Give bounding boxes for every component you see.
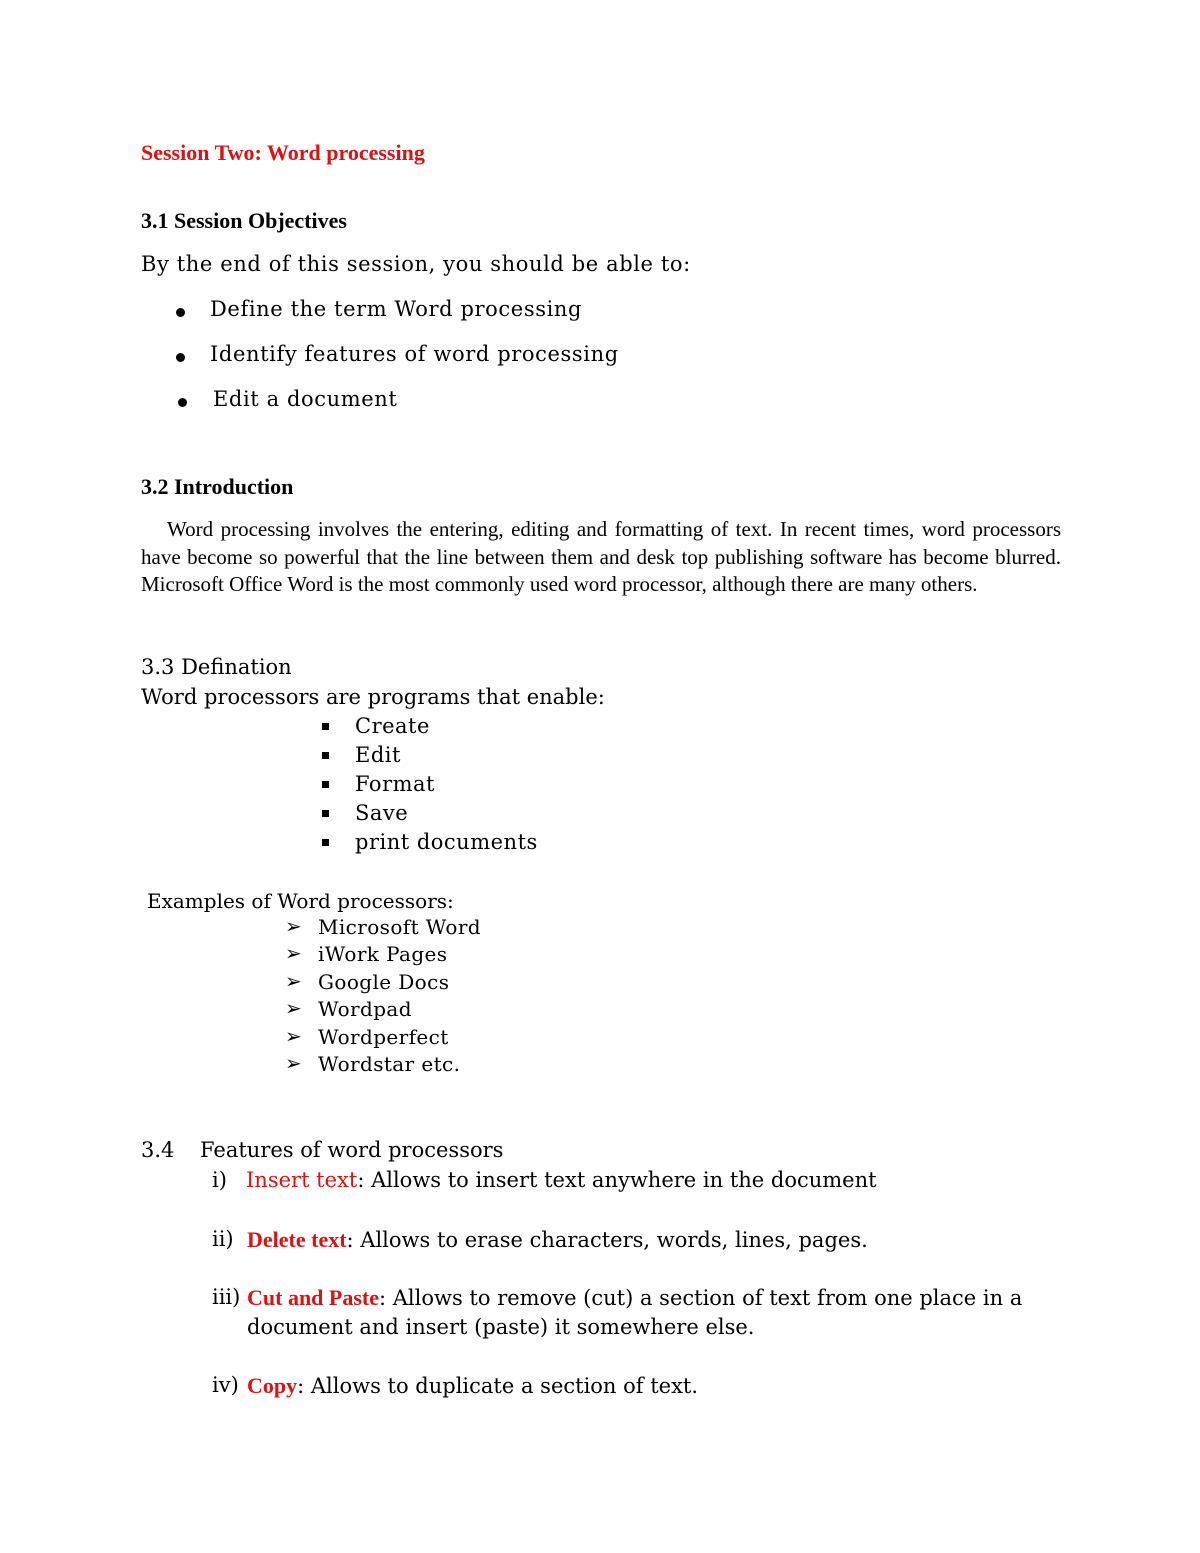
feature-description: : Allows to duplicate a section of text.: [297, 1374, 699, 1398]
objective-item: Edit a document: [213, 387, 398, 411]
definition-lead: Word processors are programs that enable:: [141, 685, 605, 709]
feature-cut-and-paste: [247, 1285, 1022, 1311]
example-item: Wordperfect: [318, 1025, 449, 1049]
session-title: Session Two: Word processing: [141, 140, 425, 165]
objective-item: Define the term Word processing: [210, 297, 583, 321]
feature-term: Insert text: [246, 1168, 358, 1192]
feature-number: ii): [212, 1227, 234, 1251]
bullet-dot-icon: [178, 398, 187, 407]
example-item: Wordpad: [318, 997, 412, 1021]
bullet-dot-icon: [176, 353, 185, 362]
example-item: Wordstar etc.: [318, 1052, 461, 1076]
definition-item: Edit: [355, 743, 401, 767]
introduction-heading: 3.2 Introduction: [141, 474, 294, 499]
objectives-heading: 3.1 Session Objectives: [141, 208, 347, 233]
example-item: Google Docs: [318, 970, 450, 994]
objective-item: Identify features of word processing: [210, 342, 619, 366]
feature-term: Cut and Paste: [247, 1285, 380, 1310]
arrow-bullet-icon: ➢: [285, 1024, 302, 1048]
feature-insert-text: [246, 1168, 877, 1192]
feature-number: iii): [212, 1285, 241, 1309]
feature-description: : Allows to remove (cut) a section of text from one place in a: [379, 1286, 1023, 1310]
definition-item: print documents: [355, 830, 538, 854]
feature-description: : Allows to erase characters, words, lines, pages.: [346, 1228, 868, 1252]
feature-number: i): [212, 1168, 227, 1192]
arrow-bullet-icon: ➢: [285, 941, 302, 965]
feature-description: : Allows to insert text anywhere in the document: [357, 1168, 877, 1192]
arrow-bullet-icon: ➢: [285, 914, 302, 938]
features-heading: Features of word processors: [200, 1138, 504, 1162]
example-item: iWork Pages: [318, 942, 448, 966]
feature-description-continued: document and insert (paste) it somewhere else.: [247, 1315, 755, 1339]
square-bullet-icon: [322, 810, 329, 817]
definition-item: Save: [355, 801, 409, 825]
definition-item: Create: [355, 714, 430, 738]
bullet-dot-icon: [176, 308, 185, 317]
square-bullet-icon: [322, 752, 329, 759]
square-bullet-icon: [322, 723, 329, 730]
feature-term: Copy: [247, 1373, 298, 1398]
square-bullet-icon: [322, 839, 329, 846]
arrow-bullet-icon: ➢: [285, 969, 302, 993]
feature-number: iv): [212, 1373, 239, 1397]
example-item: Microsoft Word: [318, 915, 481, 939]
square-bullet-icon: [322, 781, 329, 788]
arrow-bullet-icon: ➢: [285, 1051, 302, 1075]
arrow-bullet-icon: ➢: [285, 996, 302, 1020]
definition-item: Format: [355, 772, 435, 796]
features-number: 3.4: [141, 1138, 175, 1162]
examples-lead: Examples of Word processors:: [147, 889, 454, 913]
definition-heading: 3.3 Defination: [141, 655, 292, 679]
objectives-lead: By the end of this session, you should be able to:: [141, 252, 691, 276]
feature-delete-text: [247, 1227, 868, 1253]
feature-term: Delete text: [247, 1227, 347, 1252]
feature-copy: [247, 1373, 698, 1399]
introduction-paragraph: Word processing involves the entering, editing and formatting of text. In recent times, word processors have become so powerful that the line between them and desk top publishing software has become blurred. Microsoft Office Word is the most commonly used word processor, although there are many others.: [141, 517, 1061, 596]
